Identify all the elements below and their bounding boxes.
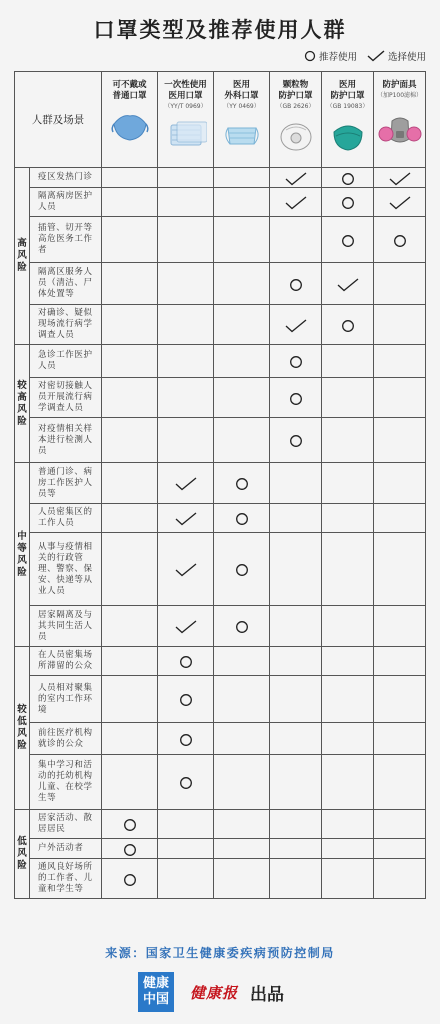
mark-cell (158, 345, 214, 378)
mark-cell (322, 378, 374, 418)
crowd-header: 人群及场景 (15, 72, 102, 168)
circle-icon (179, 776, 193, 790)
mark-cell (270, 723, 322, 755)
mark-cell (158, 533, 214, 606)
scene-cell: 集中学习和活动的托幼机构儿童、在校学生等 (30, 755, 102, 810)
mark-cell (322, 305, 374, 345)
table-row (15, 859, 426, 899)
table-row (15, 418, 426, 463)
mark-cell (322, 504, 374, 533)
mark-cell (322, 188, 374, 217)
circle-icon (179, 693, 193, 707)
mark-cell (374, 305, 426, 345)
mark-cell (270, 345, 322, 378)
mark-cell (214, 418, 270, 463)
scene-cell: 通风良好场所的工作者、儿童和学生等 (30, 859, 102, 899)
mark-cell (102, 723, 158, 755)
mark-cell (270, 859, 322, 899)
col-header-standard: （加P100滤棉） (376, 92, 423, 99)
check-icon (175, 512, 197, 526)
circle-icon (341, 196, 355, 210)
mark-cell (214, 263, 270, 305)
circle-icon (289, 355, 303, 369)
circle-icon (289, 434, 303, 448)
mark-cell (270, 839, 322, 859)
col-header-ordinary (102, 72, 158, 168)
mark-cell (102, 418, 158, 463)
risk-level-label: 高风险 (17, 238, 27, 273)
circle-icon (393, 234, 407, 248)
mark-cell (374, 504, 426, 533)
mark-cell (374, 378, 426, 418)
mark-cell (322, 723, 374, 755)
table-row (15, 378, 426, 418)
check-icon (285, 172, 307, 186)
circle-icon (235, 512, 249, 526)
circle-icon (123, 873, 137, 887)
mark-cell (322, 168, 374, 188)
table-row (15, 839, 426, 859)
mark-cell (322, 755, 374, 810)
mark-cell (270, 606, 322, 647)
col-header-line1: 防护面具 (382, 80, 417, 90)
mark-cell (214, 345, 270, 378)
mark-cell (102, 463, 158, 504)
mark-cell (102, 755, 158, 810)
mark-cell (214, 504, 270, 533)
mark-cell (102, 188, 158, 217)
mark-cell (102, 533, 158, 606)
mark-cell (214, 533, 270, 606)
mark-cell (270, 810, 322, 839)
table-row (15, 647, 426, 676)
mark-cell (214, 378, 270, 418)
col-header-line1: 一次性使用 (164, 80, 207, 90)
surgical-mask-icon (222, 120, 262, 150)
recommendation-table (14, 71, 426, 899)
mark-cell (270, 676, 322, 723)
scene-cell: 前往医疗机构就诊的公众 (30, 723, 102, 755)
mark-cell (374, 839, 426, 859)
mark-cell (158, 755, 214, 810)
mark-cell (158, 263, 214, 305)
table-row (15, 463, 426, 504)
mark-cell (158, 217, 214, 263)
col-header-standard: （GB 2626） (276, 103, 315, 110)
check-icon (175, 563, 197, 577)
col-header-line1: 颗粒物 (282, 80, 309, 90)
scene-cell: 对密切接触人员开展流行病学调查人员 (30, 378, 102, 418)
mark-cell (322, 345, 374, 378)
check-icon (285, 319, 307, 333)
scene-cell: 居家活动、散居居民 (30, 810, 102, 839)
mark-cell (374, 606, 426, 647)
mark-cell (158, 418, 214, 463)
circle-icon (341, 319, 355, 333)
cotton-mask-icon (110, 110, 150, 144)
mark-cell (374, 533, 426, 606)
mark-cell (158, 676, 214, 723)
brand-row (138, 972, 284, 1012)
table-row (15, 606, 426, 647)
mark-cell (102, 859, 158, 899)
scene-cell: 户外活动者 (30, 839, 102, 859)
legend (294, 49, 426, 63)
mark-cell (102, 504, 158, 533)
mark-cell (322, 676, 374, 723)
source-credit: 来源：国家卫生健康委疾病预防控制局 (105, 946, 335, 960)
risk-level (15, 168, 30, 345)
scene-cell: 对疫情相关样本进行检测人员 (30, 418, 102, 463)
table-row (15, 345, 426, 378)
legend-optional (367, 49, 426, 63)
mark-cell (102, 378, 158, 418)
col-header-line2: 普通口罩 (112, 91, 147, 101)
mark-cell (214, 839, 270, 859)
mark-cell (374, 676, 426, 723)
legend-recommend-label: 推荐使用 (318, 52, 357, 63)
scene-cell: 居家隔离及与其共同生活人员 (30, 606, 102, 647)
mark-cell (158, 839, 214, 859)
mark-cell (158, 378, 214, 418)
check-icon (337, 278, 359, 292)
mark-cell (322, 263, 374, 305)
mark-cell (374, 217, 426, 263)
circle-icon (123, 843, 137, 857)
col-header-line2: 外科口罩 (224, 91, 259, 101)
mark-cell (214, 859, 270, 899)
risk-level (15, 463, 30, 647)
mark-cell (102, 839, 158, 859)
mark-cell (322, 606, 374, 647)
col-header-line2: 防护口罩 (278, 91, 313, 101)
mark-cell (270, 263, 322, 305)
mark-cell (270, 305, 322, 345)
mark-cell (158, 810, 214, 839)
circle-icon (123, 818, 137, 832)
circle-icon (235, 563, 249, 577)
respirator-icon (378, 115, 422, 147)
circle-icon (235, 477, 249, 491)
risk-level-label: 较低风险 (17, 704, 27, 751)
mark-cell (270, 378, 322, 418)
mark-cell (214, 217, 270, 263)
circle-icon (341, 172, 355, 186)
risk-level (15, 345, 30, 463)
col-header-line2: 防护口罩 (330, 91, 365, 101)
scene-cell: 对确诊、疑似现场流行病学调查人员 (30, 305, 102, 345)
check-icon (367, 50, 385, 62)
mark-cell (158, 168, 214, 188)
mark-cell (214, 168, 270, 188)
col-header-standard: （GB 19083） (326, 103, 369, 110)
col-header-line1: 医用 (338, 80, 356, 90)
mark-cell (374, 723, 426, 755)
mark-cell (214, 647, 270, 676)
col-header-standard: （YY 0469） (223, 103, 260, 110)
col-header-medical-protective (322, 72, 374, 168)
mark-cell (158, 463, 214, 504)
mark-cell (158, 606, 214, 647)
table-row (15, 168, 426, 188)
medical-protective-mask-icon (330, 120, 366, 152)
mark-cell (322, 418, 374, 463)
mark-cell (374, 859, 426, 899)
table-row (15, 188, 426, 217)
mark-cell (270, 533, 322, 606)
mark-cell (322, 839, 374, 859)
scene-cell: 从事与疫情相关的行政管理、警察、保安、快递等从业人员 (30, 533, 102, 606)
mark-cell (102, 647, 158, 676)
scene-cell: 人员密集区的工作人员 (30, 504, 102, 533)
scene-cell: 在人员密集场所滞留的公众 (30, 647, 102, 676)
check-icon (389, 196, 411, 210)
mark-cell (322, 463, 374, 504)
mark-cell (374, 463, 426, 504)
mark-cell (158, 504, 214, 533)
mark-cell (374, 647, 426, 676)
legend-optional-label: 选择使用 (387, 52, 426, 63)
mark-cell (214, 810, 270, 839)
mark-cell (158, 305, 214, 345)
check-icon (285, 196, 307, 210)
mark-cell (270, 168, 322, 188)
mark-cell (322, 647, 374, 676)
mark-cell (270, 504, 322, 533)
col-header-line1: 可不戴或 (112, 80, 147, 90)
col-header-line1: 医用 (232, 80, 250, 90)
mark-cell (374, 810, 426, 839)
mark-cell (158, 188, 214, 217)
check-icon (175, 620, 197, 634)
table-row (15, 810, 426, 839)
table-row (15, 504, 426, 533)
mark-cell (374, 263, 426, 305)
risk-level (15, 810, 30, 899)
mark-cell (102, 263, 158, 305)
mark-cell (214, 723, 270, 755)
produced-label: 出品 (250, 984, 285, 1005)
scene-cell: 疫区发热门诊 (30, 168, 102, 188)
col-header-respirator (374, 72, 426, 168)
circle-icon (289, 278, 303, 292)
mark-cell (102, 305, 158, 345)
header-row (15, 72, 426, 168)
mark-cell (214, 305, 270, 345)
circle-icon (289, 392, 303, 406)
circle-icon (304, 50, 316, 62)
risk-level-label: 低风险 (17, 836, 27, 871)
check-icon (389, 172, 411, 186)
mark-cell (322, 533, 374, 606)
mark-cell (374, 345, 426, 378)
col-header-standard: （YY/T 0969） (164, 103, 207, 110)
mark-cell (214, 676, 270, 723)
risk-level-label: 较高风险 (17, 379, 27, 427)
page-title: 口罩类型及推荐使用人群 (93, 18, 347, 42)
mark-cell (214, 755, 270, 810)
scene-cell: 普通门诊、病房工作医护人员等 (30, 463, 102, 504)
mark-cell (270, 217, 322, 263)
legend-recommend (304, 49, 357, 63)
mark-cell (322, 810, 374, 839)
table-row (15, 217, 426, 263)
check-icon (175, 477, 197, 491)
jiankang-zhongguo-logo (138, 972, 174, 1012)
scene-cell: 隔离病房医护人员 (30, 188, 102, 217)
mark-cell (270, 188, 322, 217)
mark-cell (102, 217, 158, 263)
col-header-disposable (158, 72, 214, 168)
mark-cell (322, 217, 374, 263)
mark-cell (158, 859, 214, 899)
scene-cell: 插管、切开等高危医务工作者 (30, 217, 102, 263)
circle-icon (179, 655, 193, 669)
n95-mask-icon (278, 120, 314, 152)
mark-cell (158, 647, 214, 676)
table-row (15, 305, 426, 345)
mark-cell (270, 463, 322, 504)
table-row (15, 755, 426, 810)
scene-cell: 隔离区服务人员（清洁、尸体处置等 (30, 263, 102, 305)
mark-cell (270, 418, 322, 463)
mark-cell (374, 168, 426, 188)
mark-cell (102, 676, 158, 723)
risk-level-label: 中等风险 (17, 530, 27, 578)
jiankangbao-logo: 健康报 (190, 983, 239, 1002)
table-row (15, 533, 426, 606)
mark-cell (102, 345, 158, 378)
table-row (15, 723, 426, 755)
logo-line2: 中国 (142, 992, 169, 1007)
logo-line1: 健康 (142, 976, 169, 991)
table-row (15, 263, 426, 305)
mark-cell (270, 647, 322, 676)
mark-cell (102, 606, 158, 647)
mark-cell (214, 606, 270, 647)
mark-cell (102, 810, 158, 839)
col-header-particulate (270, 72, 322, 168)
mark-cell (374, 188, 426, 217)
circle-icon (179, 733, 193, 747)
disposable-mask-icon (165, 120, 207, 150)
mark-cell (374, 418, 426, 463)
mark-cell (158, 723, 214, 755)
risk-level (15, 647, 30, 810)
col-header-line2: 医用口罩 (168, 91, 203, 101)
scene-cell: 人员相对聚集的室内工作环境 (30, 676, 102, 723)
circle-icon (341, 234, 355, 248)
circle-icon (235, 620, 249, 634)
table-row (15, 676, 426, 723)
mark-cell (102, 168, 158, 188)
mark-cell (322, 859, 374, 899)
mark-cell (374, 755, 426, 810)
mark-cell (270, 755, 322, 810)
scene-cell: 急诊工作医护人员 (30, 345, 102, 378)
mark-cell (214, 463, 270, 504)
mark-cell (214, 188, 270, 217)
col-header-surgical (214, 72, 270, 168)
